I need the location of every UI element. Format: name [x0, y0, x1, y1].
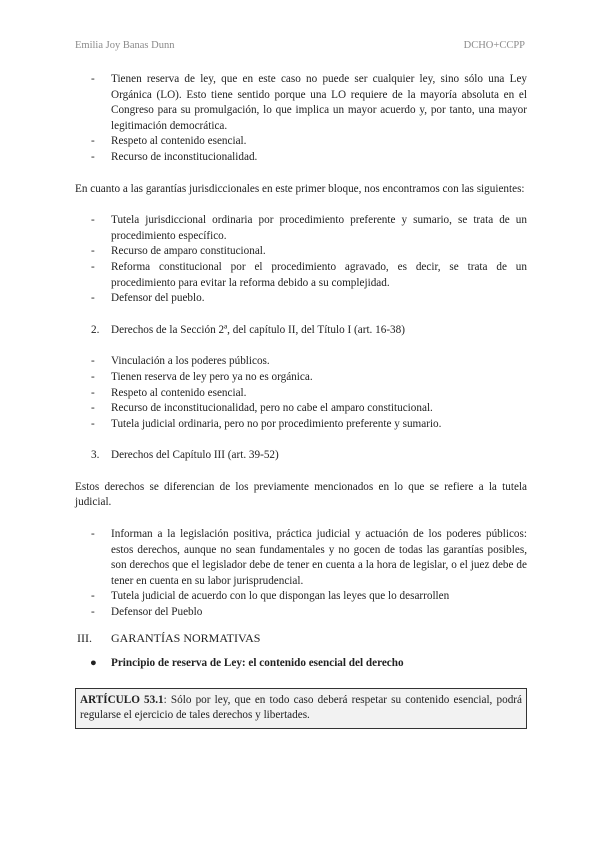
numbered-heading-3: [75, 448, 527, 464]
chapter3-guarantees-list: [75, 527, 527, 621]
list-item: - Tutela judicial de acuerdo con lo que dispongan las leyes que lo desarrollen: [75, 589, 527, 605]
roman-numeral: III.: [77, 630, 92, 645]
section-title: GARANTÍAS NORMATIVAS: [111, 630, 261, 645]
list-item: - Recurso de amparo constitucional.: [75, 244, 527, 260]
article-label: ARTÍCULO 53.1: [80, 693, 164, 706]
header-course: DCHO+CCPP: [463, 40, 525, 51]
list-item: - Tutela jurisdiccional ordinaria por procedimiento preferente y sumario, se trata de un procedimiento específico.: [75, 213, 527, 244]
article-text: : Sólo por ley, que en todo caso deberá respetar su contenido esencial, podrá regularse el ejercicio de tales derechos y libertades.: [80, 693, 522, 722]
paragraph-jurisdictional: En cuanto a las garantías jurisdiccionales en este primer bloque, nos encontramos con las siguientes:: [75, 182, 525, 195]
list-item: - Vinculación a los poderes públicos.: [75, 354, 527, 370]
document-body: [75, 72, 527, 729]
list-item: - Tienen reserva de ley pero ya no es orgánica.: [75, 370, 527, 386]
number-label: 3.: [91, 449, 100, 462]
article-quote-box: [75, 688, 527, 729]
list-item: - Recurso de inconstitucionalidad.: [75, 150, 527, 166]
list-item: - Tutela judicial ordinaria, pero no por procedimiento preferente y sumario.: [75, 417, 527, 433]
section-heading-iii: [75, 631, 527, 647]
page-header: [75, 38, 525, 54]
principle-text: Principio de reserva de Ley: el contenido esencial del derecho: [111, 657, 404, 670]
bullet-icon: ●: [90, 657, 97, 670]
section2-guarantees-list: [75, 354, 527, 432]
jurisdictional-guarantees-list: [75, 213, 527, 307]
header-author: Emilia Joy Banas Dunn: [75, 40, 175, 51]
list-item: - Respeto al contenido esencial.: [75, 134, 527, 150]
numbered-heading-2: [75, 323, 527, 339]
list-item: - Defensor del Pueblo: [75, 605, 527, 621]
list-item: - Informan a la legislación positiva, práctica judicial y actuación de los poderes públicos: estos derechos, aunque no sean fundamentales y no gocen de todas las garantías posibles, son derechos que el legislador debe de tener en cuenta a la hora de legislar, o el juez debe de tener en cuenta en su labor jurisprudencial.: [75, 527, 527, 589]
list-item: - Recurso de inconstitucionalidad, pero no cabe el amparo constitucional.: [75, 401, 527, 417]
list-item: - Reforma constitucional por el procedimiento agravado, es decir, se trata de un procedimiento para evitar la reforma debido a su complejidad.: [75, 260, 527, 291]
reserve-guarantees-list: [75, 72, 527, 166]
number-label: 2.: [91, 323, 100, 336]
paragraph-chapter3: Estos derechos se diferencian de los previamente mencionados en lo que se refiere a la tutela judicial.: [75, 480, 527, 509]
numbered-heading-text: Derechos del Capítulo III (art. 39-52): [111, 449, 279, 462]
principle-bullet: [75, 656, 527, 672]
list-item: - Tienen reserva de ley, que en este caso no puede ser cualquier ley, sino sólo una Ley Orgánica (LO). Esto tiene sentido porque una LO requiere de la mayoría absoluta en el Congreso para su promulgación, lo que implica un mayor acuerdo y, por tanto, una mayor legitimación democrática.: [75, 72, 527, 134]
list-item: - Respeto al contenido esencial.: [75, 386, 527, 402]
list-item: - Defensor del pueblo.: [75, 291, 527, 307]
numbered-heading-text: Derechos de la Sección 2ª, del capítulo II, del Título I (art. 16-38): [111, 323, 405, 336]
